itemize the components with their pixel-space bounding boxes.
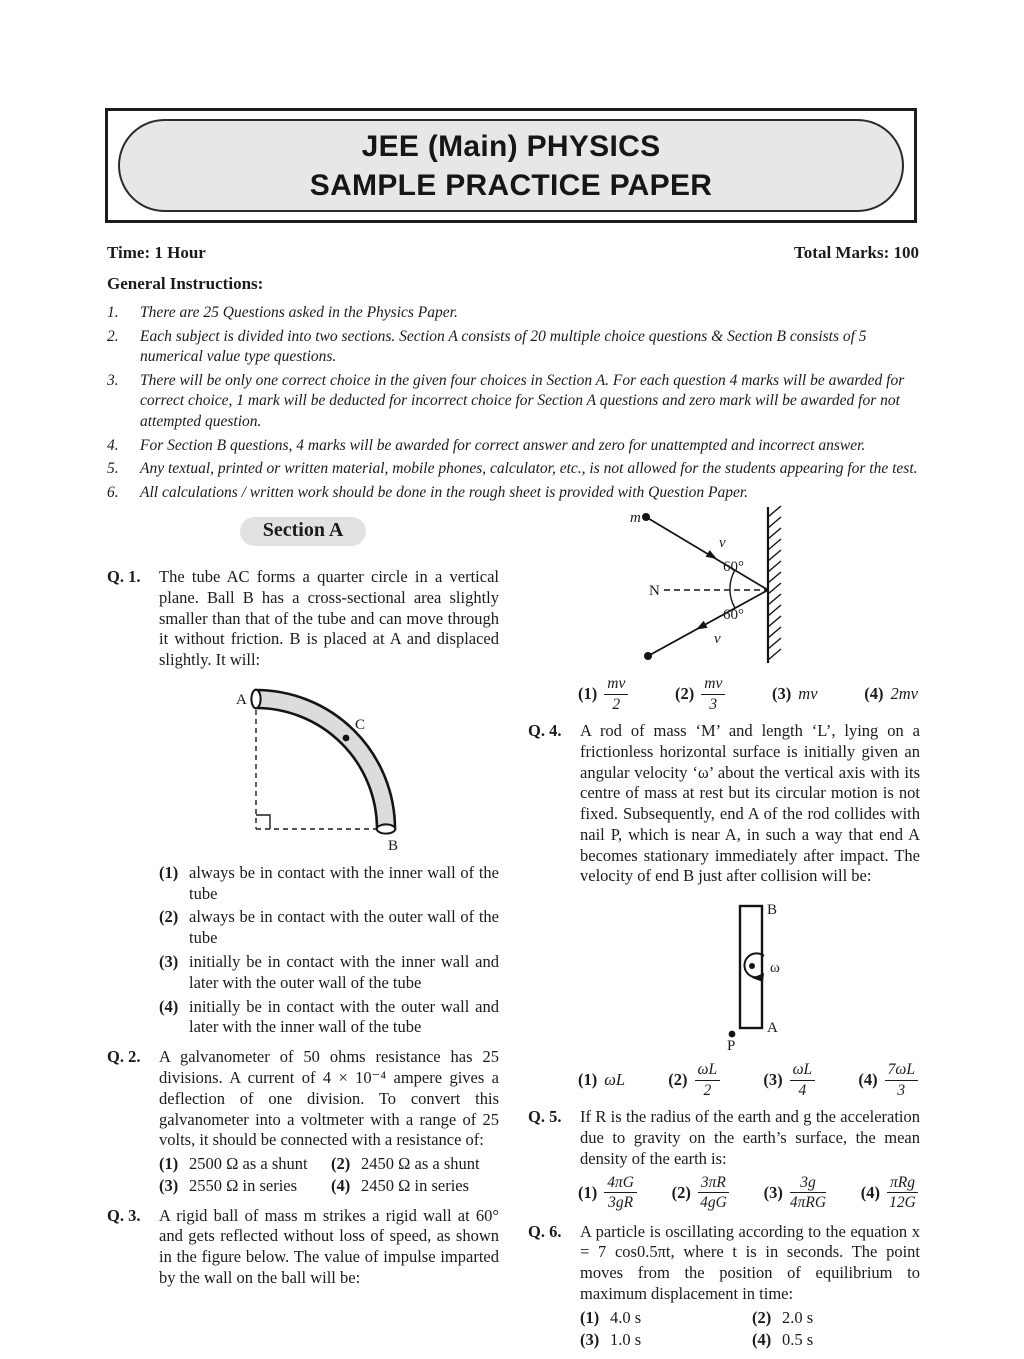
instruction-text: Any textual, printed or written material, mobile phones, calculator, etc., is not allowed for the students appearing for the test. (140, 460, 918, 478)
instruction-number: 1. (107, 304, 119, 321)
tube-body (256, 690, 395, 829)
option-number: (3) (159, 952, 179, 972)
question-1-options (159, 863, 499, 1038)
question-4-text: A rod of mass ‘M’ and length ‘L’, lying on a frictionless horizontal surface is initially given an angular velocity ‘ω’ about the vertical axis with its centre of mass at rest but its circular motion is not fixed. Subsequently, end A of the rod collides with nail P, which is near A, in such a way that end A becomes stationary immediately after impact. The velocity of end B just after collision will be: (580, 721, 920, 886)
option-number: (2) (675, 684, 695, 703)
instruction-number: 2. (107, 327, 119, 345)
question-5-options (578, 1172, 920, 1214)
instruction-item (107, 483, 921, 504)
fraction-denominator: 4 (798, 1081, 807, 1099)
option (159, 997, 499, 1039)
fraction-numerator: ωL (695, 1061, 721, 1080)
option (861, 1174, 918, 1212)
fraction-numerator: πRg (887, 1174, 918, 1193)
option-text: 2.0 s (782, 1307, 814, 1327)
option-number: (3) (159, 1175, 179, 1195)
question-6 (528, 1222, 920, 1351)
option-number: (2) (331, 1154, 351, 1174)
ball-wall-reflection-figure (616, 505, 846, 665)
option-number: (1) (580, 1307, 600, 1327)
question-2-number: Q. 2. (107, 1047, 141, 1067)
question-2-text: A galvanometer of 50 ohms resistance has 25 divisions. A current of 4 × 10⁻⁴ ampere gives a deflection of one division. To convert this galvanometer into a voltmeter with a range of 25 volts, it should be connected with a resistance of: (159, 1047, 499, 1150)
option-number: (3) (580, 1329, 600, 1349)
option-text: initially be in contact with the inner wall and later with the outer wall of the tube (189, 952, 499, 992)
option (675, 675, 725, 713)
option (672, 1174, 729, 1212)
label-p: P (727, 1038, 736, 1052)
title-pill (118, 119, 904, 212)
angle-bottom-label: 60° (723, 607, 744, 623)
option (159, 952, 499, 994)
question-6-text: A particle is oscillating according to the equation x = 7 cos0.5πt, where t is in seconds. The point moves from the position of equilibrium to maximum displacement in time: (580, 1221, 920, 1303)
option (159, 863, 499, 905)
option-text: initially be in contact with the outer wall and later with the inner wall of the tube (189, 996, 499, 1037)
option-text: 2450 Ω as a shunt (361, 1154, 480, 1174)
fraction-numerator: mv (701, 675, 725, 694)
option-number: (1) (578, 1182, 598, 1202)
time-label: Time: 1 Hour (107, 243, 206, 262)
option-text: 2550 Ω in series (189, 1175, 298, 1195)
option-text: 1.0 s (610, 1329, 642, 1349)
fraction-denominator: 2 (703, 1081, 712, 1099)
wall-hatching (768, 506, 781, 660)
fraction-denominator: 3 (897, 1081, 906, 1099)
option (752, 1330, 920, 1351)
instruction-item (107, 459, 921, 480)
option (580, 1330, 752, 1351)
instructions-heading: General Instructions: (107, 274, 264, 293)
option (763, 1061, 815, 1099)
fraction-numerator: 3πR (698, 1174, 729, 1193)
fraction-numerator: ωL (790, 1061, 816, 1080)
option-number: (4) (159, 996, 179, 1016)
option-number: (1) (578, 1070, 598, 1090)
question-3-number: Q. 3. (107, 1205, 141, 1225)
option-number: (4) (752, 1329, 772, 1349)
question-2-body (159, 1047, 499, 1196)
option-number: (2) (752, 1307, 772, 1327)
instruction-text: All calculations / written work should be done in the rough sheet is provided with Question Paper. (140, 483, 749, 501)
question-3-text: A rigid ball of mass m strikes a rigid wall at 60° and gets reflected without loss of speed, as shown in the figure below. The value of impulse imparted by the wall on the ball will be: (159, 1205, 499, 1287)
question-3 (107, 1206, 499, 1289)
tube-opening-a (251, 690, 260, 708)
instruction-text: There will be only one correct choice in the given four choices in Section A. For each question 4 marks will be awarded for correct choice, 1 mark will be deducted for incorrect choice for Section A questions and zero mark will be awarded for not attempted question. (140, 371, 905, 431)
title-banner (105, 108, 917, 223)
question-3-options (578, 673, 920, 715)
reflected-arrowhead (696, 621, 708, 630)
option-number: (2) (159, 907, 179, 927)
instruction-text: Each subject is divided into two sections. Section A consists of 20 multiple choice questions & Section B consists of 5 numerical value type questions. (140, 327, 867, 366)
ball-after-dot (644, 652, 652, 660)
option (580, 1308, 752, 1329)
reflected-ray (648, 590, 768, 656)
option-number: (3) (772, 684, 792, 703)
section-a-heading: Section A (240, 517, 366, 546)
option-number: (3) (763, 1070, 783, 1090)
question-5-body (580, 1107, 920, 1169)
option (331, 1176, 499, 1197)
nail-p-dot (729, 1031, 736, 1038)
angle-top-label: 60° (723, 559, 744, 575)
fraction-denominator: 2 (612, 695, 621, 713)
right-angle-marker (256, 815, 270, 829)
rotating-rod-figure (696, 896, 816, 1051)
option (864, 684, 918, 704)
option (668, 1061, 720, 1099)
question-1-number: Q. 1. (107, 567, 141, 586)
question-6-number: Q. 6. (528, 1221, 562, 1241)
velocity-out-label: v (714, 631, 721, 647)
fraction-denominator: 4πRG (789, 1194, 827, 1212)
option (858, 1061, 918, 1099)
instruction-number: 3. (107, 371, 119, 389)
option (772, 684, 818, 704)
general-instructions (107, 274, 921, 506)
fraction-numerator: mv (604, 675, 628, 694)
fraction-numerator: 3g (790, 1174, 826, 1193)
option-text: always be in contact with the inner wall of the tube (189, 862, 499, 903)
option (159, 1154, 331, 1175)
total-marks-label: Total Marks: 100 (794, 243, 919, 262)
option (578, 1070, 625, 1090)
option-number: (2) (668, 1070, 688, 1090)
fraction-denominator: 12G (889, 1194, 916, 1212)
rod-center-dot (749, 963, 755, 969)
meta-row (107, 243, 919, 263)
option (159, 907, 499, 949)
question-5 (528, 1107, 920, 1169)
option-text: 4.0 s (610, 1307, 642, 1327)
instruction-item (107, 436, 921, 457)
option-number: (4) (860, 1182, 880, 1202)
instruction-text: There are 25 Questions asked in the Physics Paper. (140, 304, 458, 321)
question-3-body (159, 1206, 499, 1289)
normal-label: N (649, 583, 660, 599)
option (159, 1176, 331, 1197)
question-4-body (580, 721, 920, 887)
instruction-number: 6. (107, 483, 119, 501)
fraction-numerator: 7ωL (885, 1061, 918, 1080)
label-b: B (388, 837, 399, 854)
option (578, 675, 628, 713)
point-c-dot (343, 735, 350, 742)
question-1-body (159, 567, 499, 1038)
option-text: 2450 Ω in series (361, 1175, 470, 1195)
fraction-denominator: 3 (709, 695, 718, 713)
question-1 (107, 567, 499, 1038)
question-5-text: If R is the radius of the earth and g the acceleration due to gravity on the earth’s surface, the mean density of the earth is: (580, 1107, 920, 1168)
option-text: mv (798, 684, 818, 703)
question-4 (528, 721, 920, 887)
quarter-circle-tube-figure (224, 677, 434, 855)
question-1-text: The tube AC forms a quarter circle in a vertical plane. Ball B has a cross-sectional area slightly smaller than that of the tube and can move through it without friction. B is placed at A and displaced slightly. It will: (159, 567, 499, 670)
option-text: always be in contact with the outer wall of the tube (189, 907, 499, 948)
label-a: A (767, 1020, 778, 1037)
fraction-denominator: 3gR (608, 1194, 634, 1212)
right-column (528, 505, 920, 1359)
incoming-arrowhead (706, 550, 717, 559)
question-4-options (578, 1059, 920, 1101)
option-number: (3) (763, 1182, 783, 1202)
option (752, 1308, 920, 1329)
question-2-options (159, 1153, 499, 1197)
option (764, 1174, 826, 1212)
option-text: 2mv (890, 684, 918, 703)
instruction-number: 5. (107, 460, 119, 478)
instruction-item (107, 371, 921, 433)
question-5-number: Q. 5. (528, 1107, 562, 1127)
option-text: 0.5 s (782, 1329, 814, 1349)
angle-arc (730, 570, 735, 608)
question-4-number: Q. 4. (528, 721, 562, 740)
paper-title-line2: SAMPLE PRACTICE PAPER (309, 168, 713, 202)
instruction-item (107, 303, 921, 324)
fraction-denominator: 4gG (700, 1194, 727, 1212)
option-number: (4) (331, 1175, 351, 1195)
option-number: (1) (578, 684, 598, 703)
option (578, 1174, 637, 1212)
option-text: ωL (604, 1070, 626, 1090)
option-number: (4) (858, 1070, 878, 1090)
instruction-item (107, 327, 921, 368)
omega-label: ω (770, 960, 780, 977)
option (331, 1154, 499, 1175)
instruction-number: 4. (107, 436, 119, 454)
option-number: (4) (864, 684, 884, 703)
option-number: (2) (671, 1182, 691, 1202)
label-a: A (236, 691, 247, 708)
label-b: B (767, 902, 778, 919)
left-column (107, 517, 499, 1298)
question-6-options (580, 1307, 920, 1351)
instruction-text: For Section B questions, 4 marks will be awarded for correct answer and zero for unattempted and incorrect answer. (140, 436, 866, 454)
velocity-in-label: v (719, 535, 726, 551)
label-c: C (355, 716, 366, 733)
paper-title-line1: JEE (Main) PHYSICS (361, 129, 661, 163)
incoming-ray (646, 517, 768, 590)
option-text: 2500 Ω as a shunt (189, 1154, 308, 1174)
mass-label: m (630, 510, 641, 526)
ball-before-dot (642, 513, 650, 521)
option-number: (1) (159, 1154, 179, 1174)
fraction-numerator: 4πG (604, 1174, 637, 1193)
question-6-body (580, 1222, 920, 1351)
option-number: (1) (159, 862, 179, 882)
tube-opening-b (377, 824, 395, 833)
question-2 (107, 1047, 499, 1196)
